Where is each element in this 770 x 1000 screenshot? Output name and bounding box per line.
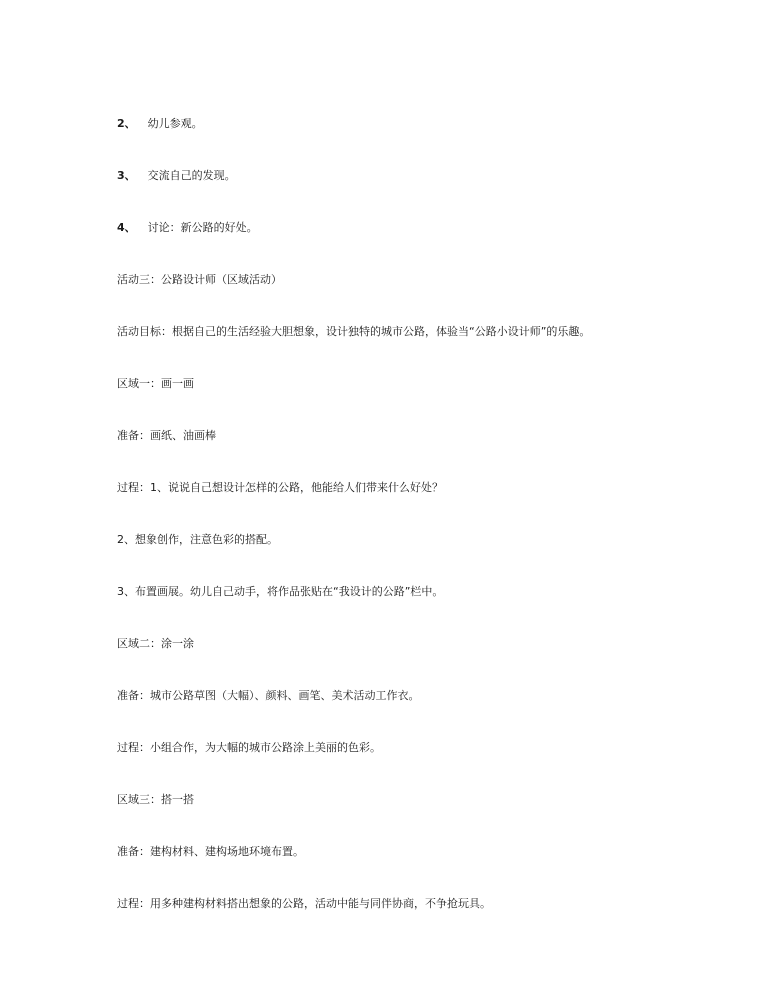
list-item-2 bbox=[117, 117, 203, 131]
list-number: 2、 bbox=[117, 117, 136, 130]
area-one-process-step-3: 3、布置画展。幼儿自己动手，将作品张贴在“我设计的公路”栏中。 bbox=[117, 585, 444, 598]
area-two-preparation: 准备：城市公路草图（大幅）、颜料、画笔、美术活动工作衣。 bbox=[117, 689, 420, 702]
list-text: 幼儿参观。 bbox=[147, 117, 203, 130]
list-number: 4、 bbox=[117, 221, 136, 234]
area-one-process-step-1: 过程：1、说说自己想设计怎样的公路，他能给人们带来什么好处？ bbox=[117, 481, 443, 494]
area-three-heading: 区域三：搭一搭 bbox=[117, 793, 194, 806]
list-item-3 bbox=[117, 169, 236, 183]
area-three-preparation: 准备：建构材料、建构场地环境布置。 bbox=[117, 845, 304, 858]
area-two-process: 过程：小组合作，为大幅的城市公路涂上美丽的色彩。 bbox=[117, 741, 381, 754]
list-item-4 bbox=[117, 221, 258, 235]
list-text: 交流自己的发现。 bbox=[147, 169, 236, 182]
list-number: 3、 bbox=[117, 169, 136, 182]
area-three-process: 过程：用多种建构材料搭出想象的公路，活动中能与同伴协商，不争抢玩具。 bbox=[117, 897, 491, 910]
activity-goal: 活动目标：根据自己的生活经验大胆想象，设计独特的城市公路，体验当“公路小设计师”的乐趣。 bbox=[117, 325, 591, 338]
area-one-process-step-2: 2、想象创作，注意色彩的搭配。 bbox=[117, 533, 278, 546]
area-two-heading: 区域二：涂一涂 bbox=[117, 637, 194, 650]
list-text: 讨论：新公路的好处。 bbox=[147, 221, 258, 234]
activity-heading: 活动三：公路设计师（区域活动） bbox=[117, 273, 282, 286]
area-one-heading: 区域一：画一画 bbox=[117, 377, 194, 390]
area-one-preparation: 准备：画纸、油画棒 bbox=[117, 429, 216, 442]
